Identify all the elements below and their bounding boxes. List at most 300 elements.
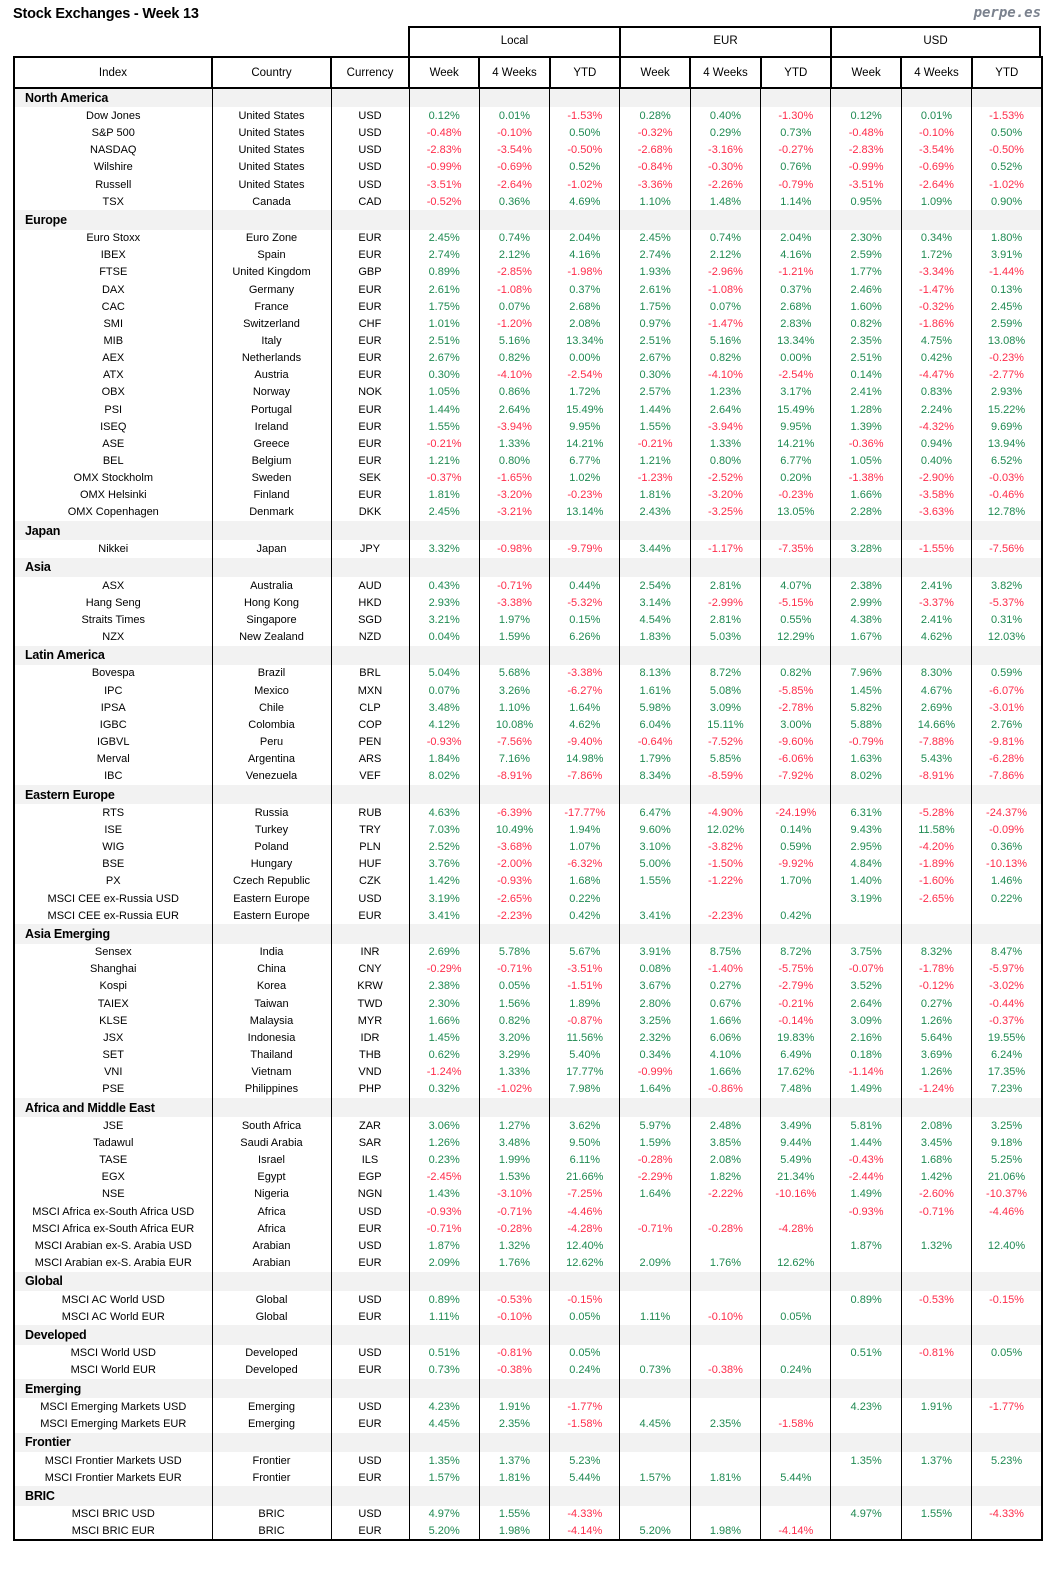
- cell-value: 1.82%: [690, 1169, 760, 1186]
- table-row: [14, 418, 1042, 435]
- cell-currency: EUR: [331, 247, 409, 264]
- cell-value: 1.93%: [620, 264, 690, 281]
- section-title: Frontier: [14, 1433, 212, 1452]
- cell-value: [620, 1506, 690, 1523]
- cell-value: 2.74%: [620, 247, 690, 264]
- cell-value: [761, 1345, 831, 1362]
- cell-value: -0.46%: [972, 487, 1042, 504]
- section-cell: [690, 521, 760, 540]
- section-cell: [620, 1325, 690, 1344]
- cell-value: 1.39%: [831, 418, 901, 435]
- cell-value: 0.14%: [831, 367, 901, 384]
- cell-value: -7.56%: [972, 540, 1042, 557]
- cell-value: 9.95%: [761, 418, 831, 435]
- cell-value: -2.90%: [901, 470, 971, 487]
- cell-value: 5.44%: [550, 1469, 620, 1486]
- section-cell: [331, 1325, 409, 1344]
- cell-value: 1.57%: [620, 1469, 690, 1486]
- cell-value: -1.24%: [409, 1064, 479, 1081]
- cell-value: 3.48%: [479, 1134, 549, 1151]
- cell-currency: GBP: [331, 264, 409, 281]
- cell-value: 9.43%: [831, 821, 901, 838]
- cell-value: 5.44%: [761, 1469, 831, 1486]
- cell-value: -7.92%: [761, 768, 831, 785]
- cell-value: 2.08%: [901, 1117, 971, 1134]
- section-cell: [972, 1379, 1042, 1398]
- section-cell: [212, 88, 331, 107]
- cell-value: [972, 1220, 1042, 1237]
- cell-value: 4.62%: [901, 628, 971, 645]
- cell-value: 0.55%: [761, 611, 831, 628]
- table-row: [14, 890, 1042, 907]
- cell-value: -2.54%: [761, 367, 831, 384]
- cell-value: -1.21%: [761, 264, 831, 281]
- section-cell: [831, 1272, 901, 1291]
- cell-value: 21.66%: [550, 1169, 620, 1186]
- cell-country: Japan: [212, 540, 331, 557]
- cell-value: -7.88%: [901, 733, 971, 750]
- section-title: Global: [14, 1272, 212, 1291]
- cell-value: -1.40%: [690, 961, 760, 978]
- cell-currency: TRY: [331, 821, 409, 838]
- cell-index: CAC: [101, 300, 125, 313]
- cell-currency: MYR: [331, 1012, 409, 1029]
- cell-currency: USD: [331, 890, 409, 907]
- cell-value: 2.41%: [831, 384, 901, 401]
- cell-index: MSCI CEE ex-Russia USD: [47, 892, 179, 905]
- section-row: [14, 1325, 1042, 1344]
- section-cell: [409, 924, 479, 943]
- cell-value: 0.34%: [620, 1046, 690, 1063]
- cell-value: 13.94%: [972, 435, 1042, 452]
- cell-country: United States: [212, 142, 331, 159]
- cell-index: TSX: [102, 195, 124, 208]
- cell-country: Colombia: [212, 716, 331, 733]
- cell-value: -0.03%: [972, 470, 1042, 487]
- cell-value: -2.26%: [690, 176, 760, 193]
- cell-currency: CNY: [331, 961, 409, 978]
- cell-value: -1.50%: [690, 856, 760, 873]
- cell-value: -1.20%: [479, 315, 549, 332]
- table-row: [14, 435, 1042, 452]
- section-cell: [331, 1433, 409, 1452]
- section-cell: [901, 1272, 971, 1291]
- cell-value: 2.99%: [831, 594, 901, 611]
- section-cell: [620, 785, 690, 804]
- cell-value: 3.85%: [690, 1134, 760, 1151]
- table-row: [14, 1169, 1042, 1186]
- cell-value: -2.96%: [690, 264, 760, 281]
- cell-country: Canada: [212, 193, 331, 210]
- header-group-local: Local: [408, 26, 619, 56]
- cell-value: 6.04%: [620, 716, 690, 733]
- cell-value: -0.38%: [690, 1362, 760, 1379]
- cell-value: -0.48%: [409, 125, 479, 142]
- cell-value: 6.47%: [620, 804, 690, 821]
- cell-value: 2.48%: [690, 1117, 760, 1134]
- cell-value: 0.90%: [972, 193, 1042, 210]
- cell-value: [620, 1237, 690, 1254]
- cell-country: Eastern Europe: [212, 907, 331, 924]
- cell-value: -0.37%: [972, 1012, 1042, 1029]
- cell-value: 1.49%: [831, 1186, 901, 1203]
- cell-currency: NZD: [331, 628, 409, 645]
- section-cell: [901, 521, 971, 540]
- cell-value: 0.36%: [972, 839, 1042, 856]
- section-cell: [479, 210, 549, 229]
- cell-value: 9.44%: [761, 1134, 831, 1151]
- cell-value: 15.49%: [761, 401, 831, 418]
- cell-value: -8.91%: [479, 768, 549, 785]
- cell-value: 8.13%: [620, 665, 690, 682]
- cell-value: 15.49%: [550, 401, 620, 418]
- cell-value: [620, 1345, 690, 1362]
- cell-value: 6.11%: [550, 1152, 620, 1169]
- cell-country: Saudi Arabia: [212, 1134, 331, 1151]
- cell-value: -5.15%: [761, 594, 831, 611]
- cell-value: 1.59%: [479, 628, 549, 645]
- cell-value: -0.81%: [901, 1345, 971, 1362]
- cell-value: 2.93%: [972, 384, 1042, 401]
- cell-value: -2.79%: [761, 978, 831, 995]
- cell-value: 2.69%: [409, 944, 479, 961]
- cell-value: -9.60%: [761, 733, 831, 750]
- cell-value: 5.85%: [690, 751, 760, 768]
- cell-country: Emerging: [212, 1415, 331, 1432]
- cell-value: [901, 1220, 971, 1237]
- cell-value: 2.38%: [409, 978, 479, 995]
- cell-value: -3.20%: [690, 487, 760, 504]
- cell-value: 0.51%: [831, 1345, 901, 1362]
- cell-value: 3.09%: [831, 1012, 901, 1029]
- cell-index: KLSE: [99, 1014, 128, 1027]
- cell-value: 19.55%: [972, 1029, 1042, 1046]
- column-header-local-4weeks: 4 Weeks: [479, 57, 549, 88]
- cell-value: -0.50%: [550, 142, 620, 159]
- cell-value: 17.35%: [972, 1064, 1042, 1081]
- cell-value: [761, 1398, 831, 1415]
- cell-index: PSE: [102, 1083, 125, 1096]
- cell-value: 1.64%: [620, 1186, 690, 1203]
- cell-value: -0.27%: [761, 142, 831, 159]
- section-cell: [831, 1098, 901, 1117]
- table-row: [14, 611, 1042, 628]
- table-row: [14, 401, 1042, 418]
- cell-value: 2.43%: [620, 504, 690, 521]
- header-group-usd: USD: [830, 26, 1041, 56]
- section-cell: [550, 1325, 620, 1344]
- cell-value: -5.37%: [972, 594, 1042, 611]
- cell-country: Global: [212, 1308, 331, 1325]
- section-cell: [761, 1272, 831, 1291]
- cell-value: 2.64%: [690, 401, 760, 418]
- cell-value: 2.52%: [409, 839, 479, 856]
- cell-value: -1.77%: [972, 1398, 1042, 1415]
- cell-value: -3.38%: [479, 594, 549, 611]
- cell-value: 14.98%: [550, 751, 620, 768]
- section-cell: [761, 646, 831, 665]
- cell-value: [972, 1308, 1042, 1325]
- cell-value: 13.05%: [761, 504, 831, 521]
- cell-currency: AUD: [331, 577, 409, 594]
- table-row: [14, 1523, 1042, 1540]
- cell-value: -2.23%: [479, 907, 549, 924]
- cell-value: 0.89%: [409, 264, 479, 281]
- cell-value: 12.40%: [550, 1237, 620, 1254]
- cell-value: 21.06%: [972, 1169, 1042, 1186]
- cell-value: 0.86%: [479, 384, 549, 401]
- cell-value: 4.75%: [901, 332, 971, 349]
- table-row: [14, 1254, 1042, 1271]
- cell-country: United States: [212, 176, 331, 193]
- cell-index: IBC: [104, 770, 123, 783]
- cell-value: -10.16%: [761, 1186, 831, 1203]
- cell-value: 11.56%: [550, 1029, 620, 1046]
- section-cell: [331, 1486, 409, 1505]
- section-cell: [550, 88, 620, 107]
- cell-index: ISEQ: [100, 420, 127, 433]
- cell-country: United States: [212, 107, 331, 124]
- cell-value: [972, 1469, 1042, 1486]
- cell-value: 1.75%: [620, 298, 690, 315]
- table-row: [14, 487, 1042, 504]
- cell-value: 4.38%: [831, 611, 901, 628]
- cell-value: -0.69%: [479, 159, 549, 176]
- cell-country: South Africa: [212, 1117, 331, 1134]
- section-cell: [972, 785, 1042, 804]
- cell-index: WIG: [102, 841, 125, 854]
- cell-value: 4.23%: [409, 1398, 479, 1415]
- cell-value: 2.51%: [831, 350, 901, 367]
- cell-value: 2.81%: [690, 577, 760, 594]
- cell-currency: SAR: [331, 1134, 409, 1151]
- cell-value: -17.77%: [550, 804, 620, 821]
- topbar: [0, 0, 1054, 26]
- section-cell: [212, 210, 331, 229]
- cell-currency: USD: [331, 1237, 409, 1254]
- cell-value: [831, 1362, 901, 1379]
- section-cell: [550, 1433, 620, 1452]
- cell-index: ASE: [102, 437, 125, 450]
- cell-value: 0.89%: [831, 1291, 901, 1308]
- cell-value: 1.55%: [620, 873, 690, 890]
- cell-index: MSCI Frontier Markets USD: [44, 1454, 182, 1467]
- header-group-row: [13, 26, 1041, 56]
- cell-value: 0.40%: [690, 107, 760, 124]
- cell-country: Developed: [212, 1362, 331, 1379]
- cell-value: [901, 1254, 971, 1271]
- cell-index: MSCI Emerging Markets EUR: [40, 1418, 187, 1430]
- cell-country: India: [212, 944, 331, 961]
- cell-currency: EUR: [331, 367, 409, 384]
- cell-value: 1.87%: [409, 1237, 479, 1254]
- cell-value: -6.28%: [972, 751, 1042, 768]
- cell-value: 1.64%: [620, 1081, 690, 1098]
- cell-country: Hungary: [212, 856, 331, 873]
- cell-index: AEX: [102, 352, 125, 365]
- cell-index: TASE: [99, 1154, 128, 1167]
- section-row: [14, 1433, 1042, 1452]
- cell-index: MSCI Arabian ex-S. Arabia EUR: [34, 1256, 192, 1269]
- cell-value: 5.08%: [690, 682, 760, 699]
- header-group-eur: EUR: [619, 26, 830, 56]
- cell-value: -0.23%: [550, 487, 620, 504]
- section-cell: [331, 785, 409, 804]
- cell-value: -1.38%: [831, 470, 901, 487]
- cell-value: 1.55%: [620, 418, 690, 435]
- cell-value: 0.32%: [409, 1081, 479, 1098]
- table-row: [14, 298, 1042, 315]
- cell-value: 0.82%: [831, 315, 901, 332]
- section-cell: [409, 1098, 479, 1117]
- cell-index: MSCI World USD: [70, 1347, 156, 1360]
- cell-value: -2.65%: [479, 890, 549, 907]
- cell-country: Belgium: [212, 452, 331, 469]
- cell-currency: USD: [331, 1203, 409, 1220]
- cell-country: Ireland: [212, 418, 331, 435]
- cell-value: -0.98%: [479, 540, 549, 557]
- cell-value: -3.94%: [479, 418, 549, 435]
- section-cell: [690, 785, 760, 804]
- cell-value: -0.93%: [409, 733, 479, 750]
- section-cell: [901, 1325, 971, 1344]
- cell-value: 0.20%: [761, 470, 831, 487]
- section-cell: [620, 210, 690, 229]
- table-body: [14, 88, 1042, 1540]
- cell-value: 3.25%: [972, 1117, 1042, 1134]
- cell-value: 19.83%: [761, 1029, 831, 1046]
- cell-index: MSCI BRIC USD: [71, 1508, 155, 1521]
- cell-value: 1.27%: [479, 1117, 549, 1134]
- cell-value: 5.03%: [690, 628, 760, 645]
- table-row: [14, 733, 1042, 750]
- cell-country: France: [212, 298, 331, 315]
- cell-value: 2.28%: [831, 504, 901, 521]
- cell-value: 1.55%: [479, 1506, 549, 1523]
- cell-value: 0.52%: [550, 159, 620, 176]
- cell-value: 0.37%: [550, 281, 620, 298]
- cell-value: 1.10%: [479, 699, 549, 716]
- cell-value: -5.28%: [901, 804, 971, 821]
- cell-currency: JPY: [331, 540, 409, 557]
- section-cell: [212, 1433, 331, 1452]
- cell-value: 1.77%: [831, 264, 901, 281]
- section-cell: [620, 521, 690, 540]
- cell-value: -0.21%: [761, 995, 831, 1012]
- cell-value: 8.34%: [620, 768, 690, 785]
- cell-value: -0.71%: [479, 961, 549, 978]
- cell-value: 3.00%: [761, 716, 831, 733]
- section-cell: [761, 88, 831, 107]
- column-header-eur-ytd: YTD: [761, 57, 831, 88]
- cell-index: BEL: [102, 455, 124, 468]
- cell-country: United States: [212, 159, 331, 176]
- cell-value: 3.10%: [620, 839, 690, 856]
- cell-value: 1.28%: [831, 401, 901, 418]
- table-row: [14, 821, 1042, 838]
- cell-value: 8.30%: [901, 665, 971, 682]
- cell-value: 5.78%: [479, 944, 549, 961]
- cell-value: [620, 1291, 690, 1308]
- cell-value: -0.43%: [831, 1152, 901, 1169]
- table-row: [14, 1291, 1042, 1308]
- table-row: [14, 804, 1042, 821]
- cell-value: 1.81%: [409, 487, 479, 504]
- cell-value: 2.35%: [479, 1415, 549, 1432]
- cell-value: -0.28%: [479, 1220, 549, 1237]
- cell-value: [690, 1452, 760, 1469]
- cell-value: -0.53%: [901, 1291, 971, 1308]
- section-cell: [972, 88, 1042, 107]
- cell-value: 5.64%: [901, 1029, 971, 1046]
- cell-value: 0.80%: [479, 452, 549, 469]
- section-row: [14, 88, 1042, 107]
- cell-currency: EUR: [331, 907, 409, 924]
- cell-value: 0.27%: [690, 978, 760, 995]
- cell-value: [831, 1523, 901, 1540]
- cell-value: 1.40%: [831, 873, 901, 890]
- cell-value: 3.41%: [409, 907, 479, 924]
- cell-value: 1.76%: [479, 1254, 549, 1271]
- cell-value: -4.14%: [761, 1523, 831, 1540]
- cell-value: 7.03%: [409, 821, 479, 838]
- cell-value: 3.49%: [761, 1117, 831, 1134]
- cell-index: TAIEX: [97, 997, 129, 1010]
- cell-value: 8.02%: [409, 768, 479, 785]
- section-cell: [690, 558, 760, 577]
- cell-value: 9.50%: [550, 1134, 620, 1151]
- cell-value: 0.62%: [409, 1046, 479, 1063]
- cell-index: PSI: [104, 403, 123, 416]
- cell-value: 5.98%: [620, 699, 690, 716]
- cell-country: Italy: [212, 332, 331, 349]
- cell-value: 1.02%: [550, 470, 620, 487]
- section-cell: [550, 210, 620, 229]
- cell-country: Germany: [212, 281, 331, 298]
- cell-value: -0.38%: [479, 1362, 549, 1379]
- section-cell: [901, 210, 971, 229]
- cell-value: 15.11%: [690, 716, 760, 733]
- cell-value: 0.50%: [550, 125, 620, 142]
- cell-value: 5.20%: [620, 1523, 690, 1540]
- cell-value: 1.57%: [409, 1469, 479, 1486]
- cell-value: 2.09%: [620, 1254, 690, 1271]
- cell-currency: SEK: [331, 470, 409, 487]
- table-row: [14, 125, 1042, 142]
- cell-value: 12.62%: [761, 1254, 831, 1271]
- section-cell: [550, 1098, 620, 1117]
- section-cell: [972, 1486, 1042, 1505]
- section-cell: [479, 1379, 549, 1398]
- cell-value: 0.73%: [620, 1362, 690, 1379]
- cell-country: Nigeria: [212, 1186, 331, 1203]
- cell-value: 7.16%: [479, 751, 549, 768]
- cell-value: -1.23%: [620, 470, 690, 487]
- cell-value: -3.36%: [620, 176, 690, 193]
- table-row: [14, 716, 1042, 733]
- cell-currency: VND: [331, 1064, 409, 1081]
- cell-value: 4.84%: [831, 856, 901, 873]
- table-row: [14, 856, 1042, 873]
- cell-value: -1.24%: [901, 1081, 971, 1098]
- cell-country: Philippines: [212, 1081, 331, 1098]
- cell-value: 5.43%: [901, 751, 971, 768]
- cell-value: 4.63%: [409, 804, 479, 821]
- cell-value: 2.61%: [409, 281, 479, 298]
- cell-value: 5.67%: [550, 944, 620, 961]
- cell-value: 1.70%: [761, 873, 831, 890]
- table-row: [14, 907, 1042, 924]
